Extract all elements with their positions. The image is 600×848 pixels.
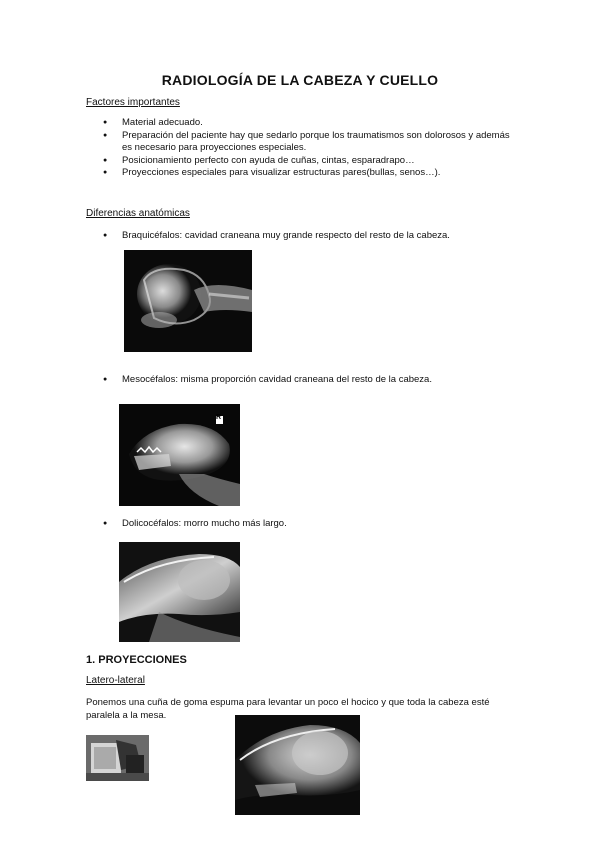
subheading-latero-lateral: Latero-lateral: [86, 675, 145, 686]
xray-dolichocephalic-image: [119, 542, 240, 642]
xray-mesocephalic-image: [119, 404, 240, 506]
side-marker: R: [216, 414, 222, 421]
section-heading-proyecciones: 1. PROYECCIONES: [86, 654, 187, 666]
list-item: ● Posicionamiento perfecto con ayuda de cuñas, cintas, esparadrapo…: [86, 155, 516, 168]
list-item: ● Material adecuado.: [86, 117, 516, 130]
section-heading-diferencias: Diferencias anatómicas: [86, 208, 190, 219]
xray-brachycephalic-image: [124, 250, 252, 352]
braqui-item: [86, 230, 516, 243]
meso-item: [86, 374, 516, 387]
list-item: ● Braquicéfalos: cavidad craneana muy grande respecto del resto de la cabeza.: [86, 230, 516, 243]
list-item: ● Mesocéfalos: misma proporción cavidad craneana del resto de la cabeza.: [86, 374, 516, 387]
positioning-photo-image: [86, 735, 149, 781]
dolico-item: [86, 518, 516, 531]
page-title: RADIOLOGÍA DE LA CABEZA Y CUELLO: [161, 72, 439, 88]
list-item: ● Dolicocéfalos: morro mucho más largo.: [86, 518, 516, 531]
section-heading-factores: Factores importantes: [86, 97, 180, 108]
list-item: ● Preparación del paciente hay que sedarlo porque los traumatismos son dolorosos y además es necesario para proyecciones especiales.: [86, 130, 516, 155]
latero-lateral-paragraph: Ponemos una cuña de goma espuma para levantar un poco el hocico y que toda la cabeza esté paralela a la mesa.: [86, 697, 490, 721]
xray-latero-lateral-image: [235, 715, 360, 815]
list-item: ● Proyecciones especiales para visualizar estructuras pares(bullas, senos…).: [86, 167, 516, 180]
factores-list: [86, 117, 516, 180]
